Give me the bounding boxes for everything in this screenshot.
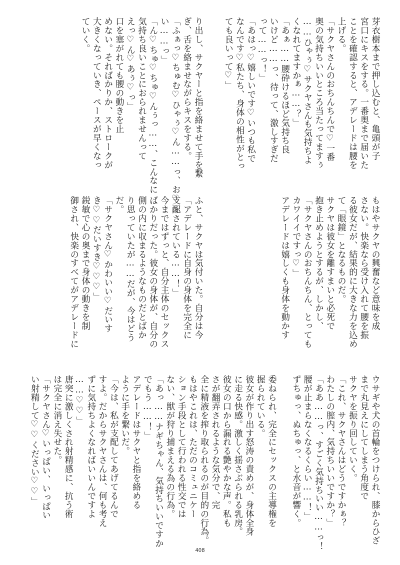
text-line: ウサギや犬の首輪をつけられ、膝からひざ	[370, 375, 380, 546]
text-line: 気持ち良いことにおられませんって	[136, 17, 147, 161]
text-line: って……っ！」	[257, 17, 268, 83]
text-line: ことを確認すると、アデレードは腰を	[347, 17, 358, 170]
text-line: 全に精液を搾り取られるのが目的の行為。	[198, 375, 209, 546]
text-line: 上げる。	[336, 17, 347, 53]
text-line: 側の内に収まるようなものだとばか	[136, 196, 147, 340]
text-line: 今まではずっと、自分主体のセックス	[159, 196, 170, 349]
text-line: 彼女の口から漏れる艶やかな声。私も	[221, 375, 232, 528]
text-line: 「サクヤさん♡かわいい♡だいす	[102, 196, 113, 334]
text-line: 抱き止めようとするが、しかし、	[313, 196, 324, 331]
text-line: 「あっ……ナギちゃん、気持ちいいですか	[153, 375, 164, 548]
text-line: い……っ」	[159, 17, 170, 65]
text-column-right	[279, 375, 380, 551]
text-line: さが翻弄されるような気分で、完	[210, 375, 221, 510]
text-line: 腰が止まらなくなるくらい……！」	[302, 375, 313, 521]
text-line: ぎ、舌を絡ませながらキスをする。	[181, 17, 192, 161]
text-line: る彼女だが、結果的に大きな力を込め	[347, 196, 358, 349]
text-tier-top	[28, 17, 380, 214]
text-line: いけど……っ、待って、激しすぎだ	[268, 17, 279, 163]
text-line: だ。	[113, 196, 124, 214]
text-line: 唐突に激しくされ射精感に、抗う術	[63, 375, 74, 519]
text-line: もはやこれは、ただのコミュニケー	[187, 375, 198, 519]
text-line: 奥の気持ちいいところ当たってますぅ	[313, 17, 324, 170]
text-line: えっ♡ん♡あぅ♡っ」	[125, 17, 136, 111]
text-line: 「ふぁっ♡ちゅむ♡ひゃぅ♡ん……っ、お♡ふ	[170, 17, 181, 214]
page-number: 408	[195, 548, 205, 554]
text-line: 握られている。	[255, 375, 266, 438]
text-line: なんです♡私たち、身体の相性がとっ	[234, 17, 245, 171]
text-line: ない、獣が狩り捕まえる為の行為。	[164, 375, 175, 519]
text-line: めない。そればかりか、ストロークが	[102, 17, 113, 170]
text-line: は完全に消え失せた。	[51, 375, 62, 465]
text-line: わたしの膣内、気持ちいいですか？」	[324, 375, 335, 528]
text-line: 「アデレードに自身の身体を完全に	[181, 196, 192, 340]
text-line: 「今は、私が支配してあげてるんで	[108, 375, 119, 519]
text-line: 鋭敏で心の奥まで身体の動きを制	[80, 196, 91, 331]
text-line: り出し、サクヤーと指を絡ませて手を繋	[193, 17, 203, 179]
text-line: に走る快感。激しく揺さぶられる乳房。	[232, 375, 243, 537]
text-line: ……ひゃぅ♡サクヤさんも気持ちよ	[302, 17, 313, 165]
text-line: まで丸見えにしてしまう角度で	[358, 375, 369, 501]
text-line: 「ん♡ちゅ♡ちゅ♡んぅっ……、こんなに	[147, 17, 158, 195]
text-line: 口を塞がれても腰の動きを止	[113, 17, 124, 134]
text-line: ション手段として行われる性交では	[176, 375, 187, 519]
text-line: 「これ、サクヤさんはどうですかぁ？	[336, 375, 347, 528]
text-column-left	[28, 17, 203, 214]
text-column-right	[205, 196, 380, 364]
text-line: もはやサクヤの興奮など意味を成	[370, 196, 380, 331]
text-line: 御され、快楽のすべてがアデレードに	[68, 196, 79, 349]
text-line: 芽衣樹本まで押し込むと、亀頭が子	[370, 17, 380, 161]
text-line: でもう……！」	[142, 375, 153, 441]
text-line: 「あはっ♡嬉しいです♡いつも私で	[245, 17, 256, 163]
text-line: 支配されている……！」	[170, 196, 181, 298]
text-line: い射精して♡♡ください♡♡」	[29, 375, 40, 506]
text-tier-middle	[28, 196, 380, 364]
text-line: さない。快楽なら受け入れて腰を振	[358, 196, 369, 340]
text-line: り思っていたが……だが、今はどう	[125, 196, 136, 342]
text-line: 「あぁ……腰砕けるほど気持ち良	[279, 17, 290, 155]
text-line: ずに気持ちよくなればいいんですよ	[85, 375, 96, 519]
text-line: サクヤを振り回していく。	[347, 375, 358, 483]
text-line: サクヤは彼女を離すまいと必死で	[324, 196, 335, 331]
text-line: ても良いって♡」	[223, 17, 234, 90]
text-line: アデレードは嬉しくも身体を動かす	[279, 196, 290, 340]
text-line: ように手を繋いだ。	[119, 375, 130, 456]
text-line: アデレードはサクヤと指を絡める	[130, 375, 141, 510]
text-line: すよ。だからサクヤさんは、何も考え	[97, 375, 108, 528]
text-line: き♡♡だいすき♡♡♡」	[91, 196, 102, 302]
text-column-right	[205, 17, 380, 185]
text-line: 委ねられ、完全にセックスの主導権を	[266, 375, 277, 528]
text-line: ずちゅっ、ぬちゅっ、と水音が響く。	[290, 375, 301, 528]
text-line: 彼女が作り出す怒涛の責めが、身体全身	[243, 375, 254, 537]
text-line: 「サクヤさんのおちんちん、とっても	[302, 196, 313, 349]
text-line: 「サクヤさん♡いっぱい、いっぱい	[40, 375, 51, 520]
text-line: くなれてますかぁ……？」	[290, 17, 301, 128]
text-line: 「ああ……っ、すごく気持ちいい……っ！	[313, 375, 324, 551]
text-line: 大きくなっていき、ペースが早くなっ	[91, 17, 102, 170]
text-line: ふと、サクヤは気付いた。自分は今	[193, 196, 203, 340]
text-line: ばかりだった。彼女の身体が、自分の	[147, 196, 158, 349]
text-column-left	[28, 196, 203, 364]
text-line: ていく。	[80, 17, 91, 53]
text-column-left	[28, 375, 277, 548]
text-line: カワイイですっ♡」	[290, 196, 301, 278]
text-line: 宮口にキスをする。一番奥まで届いた	[358, 17, 369, 170]
text-line: 「サクヤさんのおちんちんで♡一番	[324, 17, 335, 162]
text-line: ……♡♡」	[74, 375, 85, 426]
text-line: て「眼鏡」となるものだ。	[336, 196, 347, 304]
